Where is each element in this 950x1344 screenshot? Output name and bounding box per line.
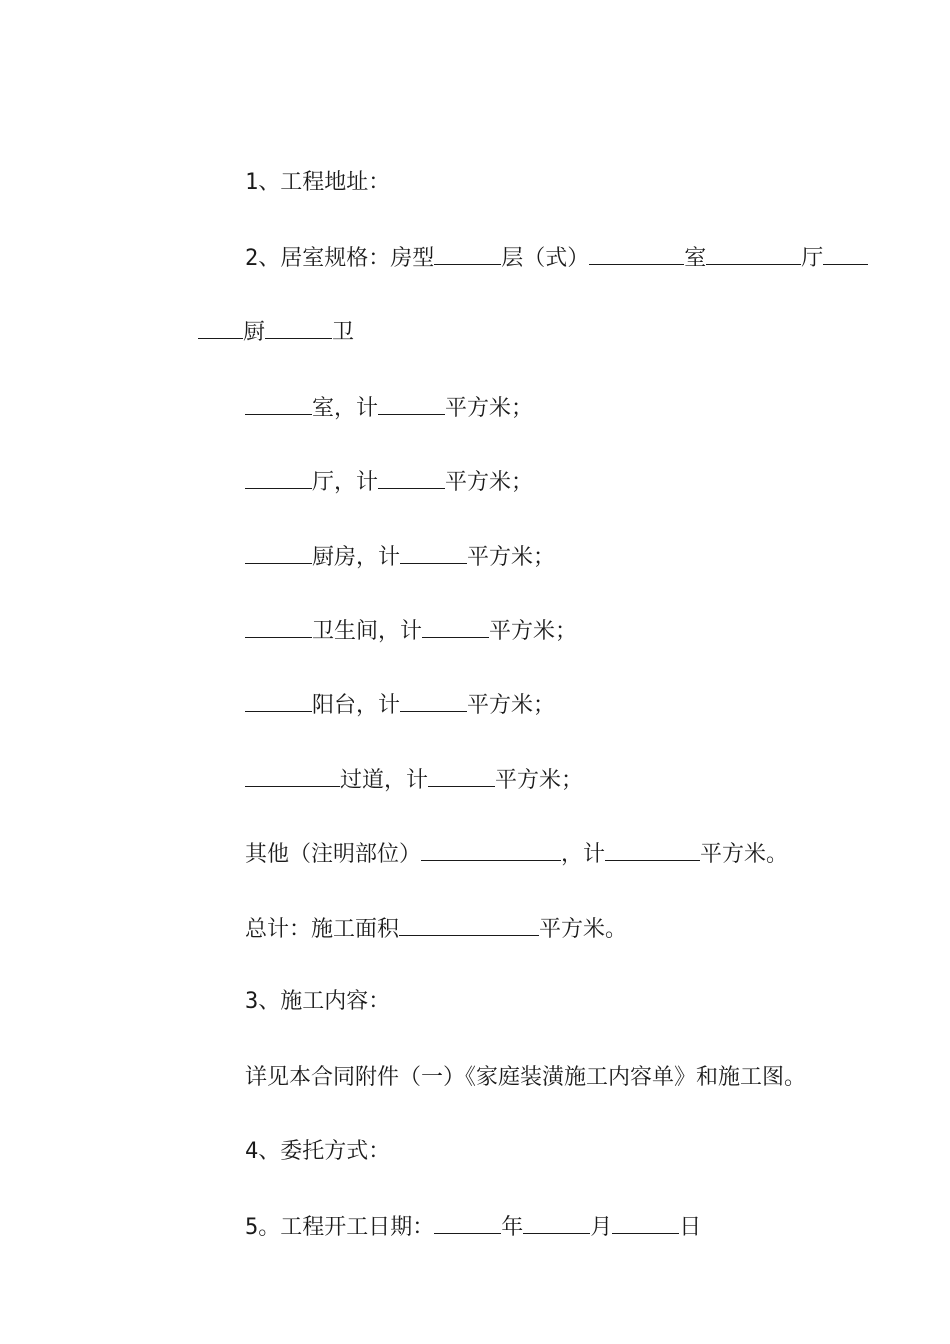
- corridor-label: 过道，计: [339, 768, 428, 793]
- kitchen-label: 厨房，计: [311, 545, 400, 570]
- item2-label: 2、居室规格：房型: [244, 246, 435, 271]
- item1-label: 1、工程地址：: [244, 170, 391, 195]
- bath-unit: 平方米；: [489, 619, 578, 644]
- blank-other-area[interactable]: [605, 838, 700, 861]
- hall-area-line: [192, 436, 534, 495]
- blank-day[interactable]: [612, 1211, 679, 1234]
- blank-rooms[interactable]: [589, 242, 684, 265]
- item2-floor-type: 层（式）: [501, 246, 590, 271]
- blank-balcony-count[interactable]: [245, 689, 312, 712]
- item2-room: 室: [684, 246, 707, 271]
- blank-room-count[interactable]: [245, 392, 312, 415]
- blank-other-location[interactable]: [421, 838, 561, 861]
- total-label: 总计：施工面积: [244, 917, 399, 942]
- item5-start-date-line: [192, 1181, 702, 1240]
- item3-detail: 详见本合同附件（一）《家庭装潢施工内容单》和施工图。: [244, 1065, 806, 1090]
- blank-bath-area[interactable]: [422, 615, 489, 638]
- item2-room-spec-line: [192, 212, 868, 271]
- blank-kitchen-part1[interactable]: [823, 242, 868, 265]
- blank-baths[interactable]: [265, 316, 332, 339]
- hall-label: 厅，计: [311, 470, 378, 495]
- room-area-line: [192, 362, 534, 421]
- other-count-label: ，计: [561, 842, 606, 867]
- year-label: 年: [501, 1215, 524, 1240]
- hall-unit: 平方米；: [445, 470, 534, 495]
- blank-floor[interactable]: [434, 242, 501, 265]
- room-unit: 平方米；: [445, 396, 534, 421]
- day-label: 日: [679, 1215, 702, 1240]
- total-unit: 平方米。: [539, 917, 628, 942]
- blank-hall-count[interactable]: [245, 466, 312, 489]
- item2-kitchen: 厨: [242, 320, 265, 345]
- blank-corridor-count[interactable]: [245, 764, 340, 787]
- blank-hall-area[interactable]: [378, 466, 445, 489]
- balcony-label: 阳台，计: [311, 693, 400, 718]
- kitchen-area-line: [192, 511, 556, 570]
- item4-label: 4、委托方式：: [244, 1139, 391, 1164]
- item1-address-line: [192, 138, 391, 195]
- bath-area-line: [192, 585, 578, 644]
- item2-room-spec-line-cont: [145, 286, 355, 345]
- blank-kitchen-part2[interactable]: [198, 316, 243, 339]
- blank-corridor-area[interactable]: [428, 764, 495, 787]
- balcony-unit: 平方米；: [467, 693, 556, 718]
- item3-detail-line: [192, 1033, 806, 1090]
- blank-kitchen-area[interactable]: [400, 541, 467, 564]
- total-area-line: [192, 883, 628, 942]
- blank-halls[interactable]: [706, 242, 801, 265]
- other-label: 其他（注明部位）: [244, 842, 421, 867]
- item4-entrust-line: [192, 1107, 391, 1164]
- kitchen-unit: 平方米；: [467, 545, 556, 570]
- other-area-line: [192, 808, 789, 867]
- corridor-unit: 平方米；: [495, 768, 584, 793]
- blank-month[interactable]: [523, 1211, 590, 1234]
- blank-year[interactable]: [434, 1211, 501, 1234]
- blank-total-area[interactable]: [399, 913, 539, 936]
- other-unit: 平方米。: [700, 842, 789, 867]
- bath-label: 卫生间，计: [311, 619, 422, 644]
- item2-bath: 卫: [332, 320, 355, 345]
- item5-label: 5。工程开工日期：: [244, 1215, 435, 1240]
- room-label: 室，计: [311, 396, 378, 421]
- blank-bath-count[interactable]: [245, 615, 312, 638]
- item2-hall: 厅: [801, 246, 824, 271]
- blank-room-area[interactable]: [378, 392, 445, 415]
- corridor-area-line: [192, 734, 584, 793]
- item3-label: 3、施工内容：: [244, 989, 391, 1014]
- item3-content-line: [192, 957, 391, 1014]
- month-label: 月: [590, 1215, 613, 1240]
- balcony-area-line: [192, 659, 556, 718]
- blank-balcony-area[interactable]: [400, 689, 467, 712]
- blank-kitchen-count[interactable]: [245, 541, 312, 564]
